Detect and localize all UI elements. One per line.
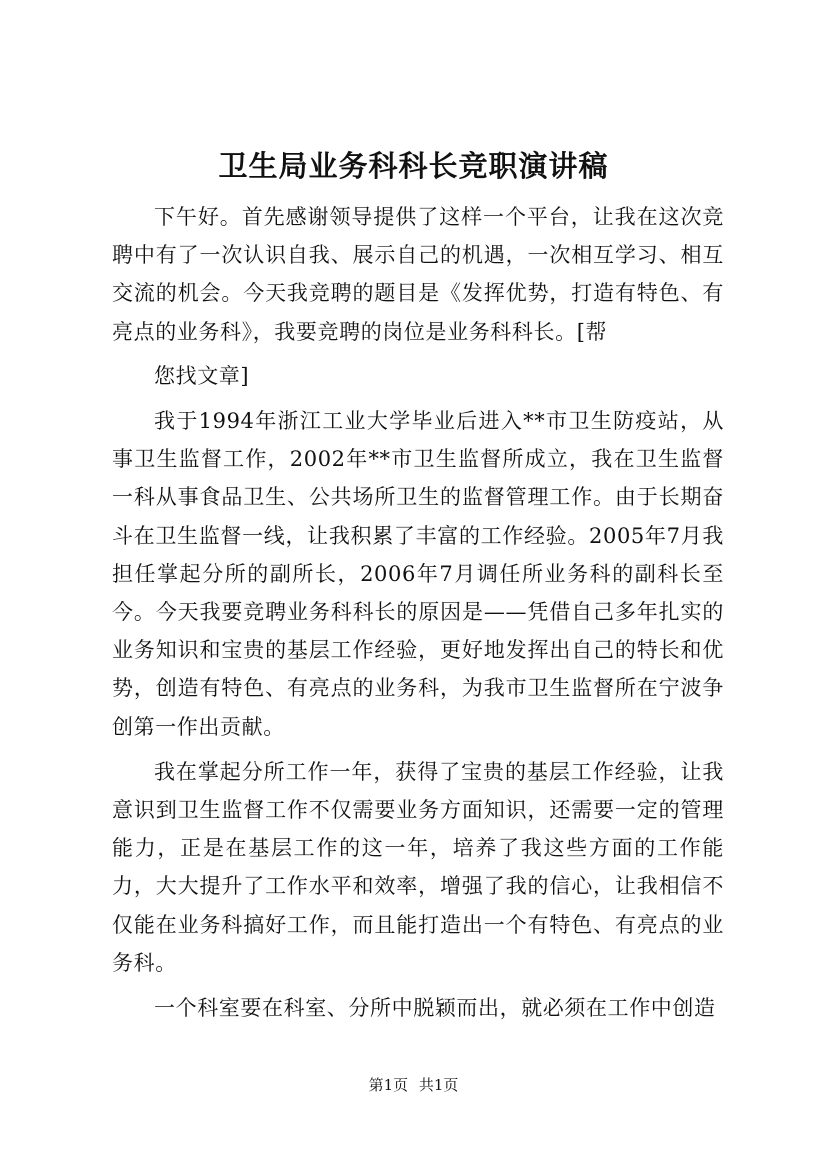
document-title: 卫生局业务科科长竞职演讲稿 — [218, 149, 609, 183]
paragraph-link-continuation: 您找文章] — [154, 363, 250, 388]
page-number: 第1页 — [368, 1076, 409, 1094]
paragraph-greeting: 下午好。首先感谢领导提供了这样一个平台，让我在这次竞聘中有了一次认识自我、展示自己的机遇，一次相互学习、相互交流的机会。今天我竞聘的题目是《发挥优势，打造有特色、有亮点的业务科》，我要竞聘的岗位是业务科科长。[帮 — [112, 205, 724, 344]
paragraph-experience: 我在掌起分所工作一年，获得了宝贵的基层工作经验，让我意识到卫生监督工作不仅需要业务方面知识，还需要一定的管理能力，正是在基层工作的这一年，培养了我这些方面的工作能力，大大提升了工作水平和效率，增强了我的信心，让我相信不仅能在业务科搞好工作，而且能打造出一个有特色、有亮点的业务科。 — [112, 759, 724, 975]
page-total: 共1页 — [418, 1076, 459, 1094]
document-body — [112, 198, 724, 1034]
page-footer — [0, 1075, 827, 1095]
paragraph-background: 我于1994年浙江工业大学毕业后进入**市卫生防疫站，从事卫生监督工作，2002年**市卫生监督所成立，我在卫生监督一科从事食品卫生、公共场所卫生的监督管理工作。由于长期奋斗在卫生监督一线，让我积累了丰富的工作经验。2005年7月我担任掌起分所的副所长，2006年7月调任所业务科的副科长至今。今天我要竞聘业务科科长的原因是——凭借自己多年扎实的业务知识和宝贵的基层工作经验，更好地发挥出自己的特长和优势，创造有特色、有亮点的业务科，为我市卫生监督所在宁波争创第一作出贡献。 — [112, 409, 724, 739]
paragraph-closing: 一个科室要在科室、分所中脱颖而出，就必须在工作中创造 — [154, 996, 716, 1021]
